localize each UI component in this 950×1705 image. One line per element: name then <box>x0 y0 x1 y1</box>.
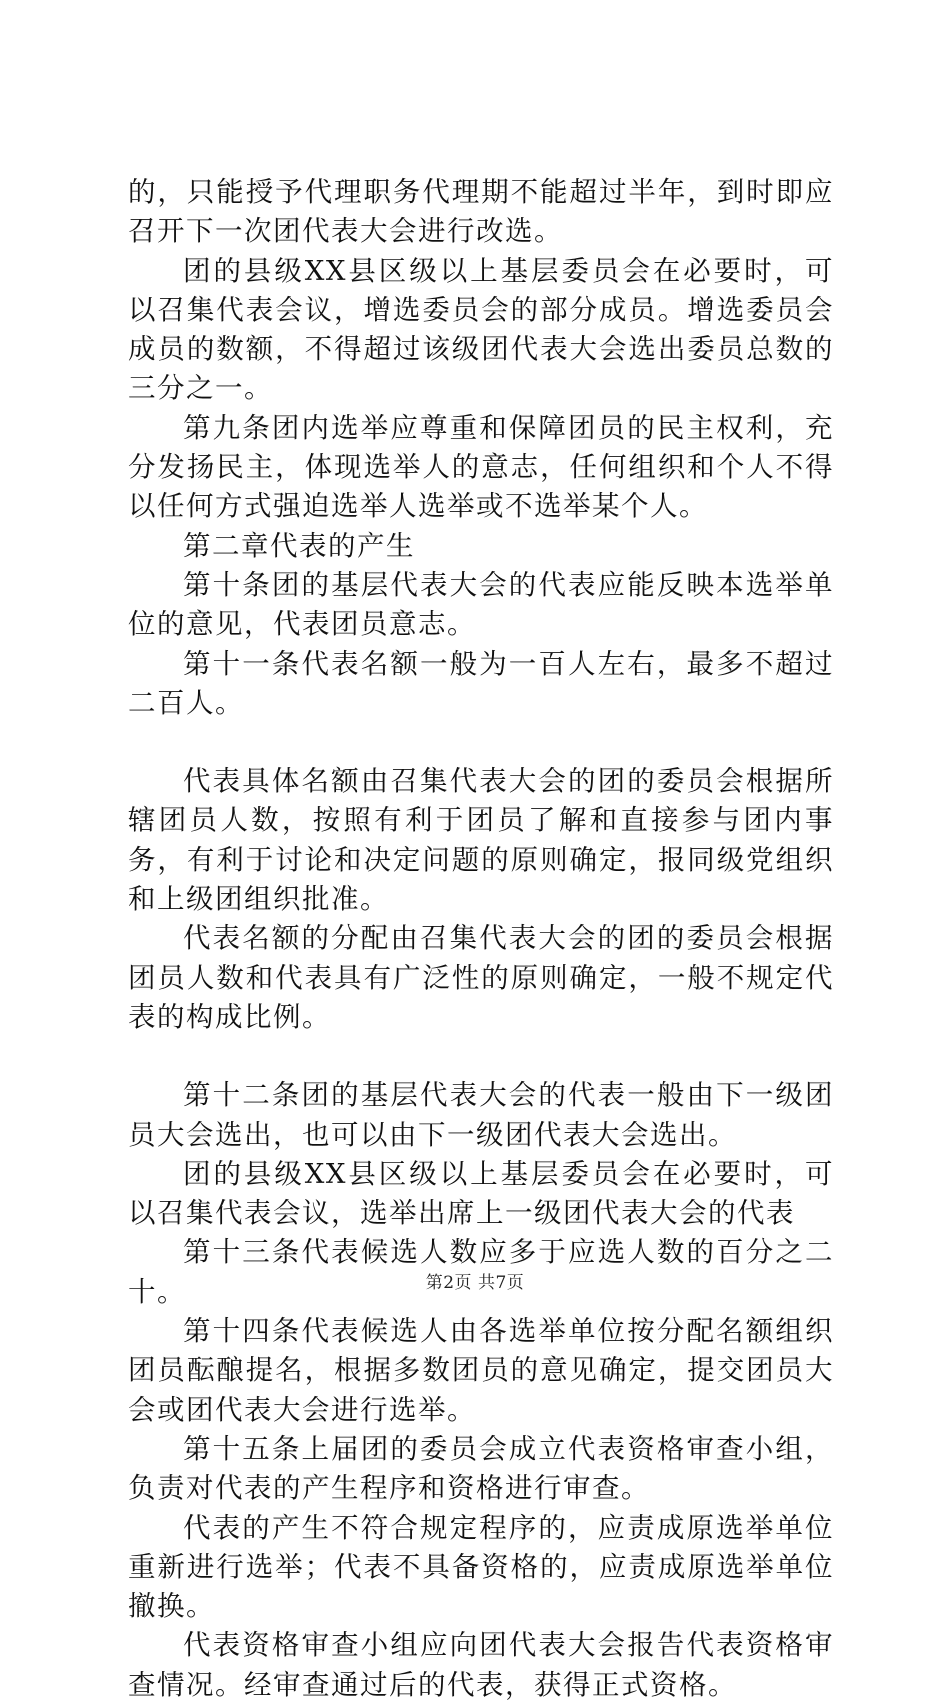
paragraph: 代表具体名额由召集代表大会的团的委员会根据所辖团员人数，按照有利于团员了解和直接参与团内事务，有利于讨论和决定问题的原则确定，报同级党组织和上级团组织批准。 <box>128 765 834 916</box>
document-body <box>128 173 834 1705</box>
paragraph: 第十三条代表候选人数应多于应选人数的百分之二十。 <box>128 1236 834 1308</box>
paragraph: 代表名额的分配由召集代表大会的团的委员会根据团员人数和代表具有广泛性的原则确定，一般不规定代表的构成比例。 <box>128 922 834 1033</box>
paragraph: 代表资格审查小组应向团代表大会报告代表资格审查情况。经审查通过后的代表，获得正式资格。 <box>128 1629 834 1701</box>
paragraph: 团的县级XX县区级以上基层委员会在必要时，可以召集代表会议，选举出席上一级团代表大会的代表 <box>128 1157 834 1230</box>
paragraph: 第十条团的基层代表大会的代表应能反映本选举单位的意见，代表团员意志。 <box>128 568 834 641</box>
paragraph: 第十二条团的基层代表大会的代表一般由下一级团员大会选出，也可以由下一级团代表大会选出。 <box>128 1079 834 1151</box>
page-footer <box>0 1268 950 1293</box>
paragraph: 第十四条代表候选人由各选举单位按分配名额组织团员酝酿提名，根据多数团员的意见确定，提交团员大会或团代表大会进行选举。 <box>128 1315 834 1426</box>
paragraph: 的，只能授予代理职务代理期不能超过半年，到时即应召开下一次团代表大会进行改选。 <box>128 176 834 248</box>
paragraph: 代表的产生不符合规定程序的，应责成原选举单位重新进行选举；代表不具备资格的，应责成原选举单位撤换。 <box>128 1511 834 1623</box>
paragraph: 第十一条代表名额一般为一百人左右，最多不超过二百人。 <box>128 647 834 719</box>
page-number: 第2页 共7页 <box>425 1273 525 1293</box>
chapter-heading: 第二章代表的产生 <box>183 529 415 562</box>
paragraph: 团的县级XX县区级以上基层委员会在必要时，可以召集代表会议，增选委员会的部分成员。增选委员会成员的数额，不得超过该级团代表大会选出委员总数的三分之一。 <box>128 254 834 405</box>
paragraph: 第十五条上届团的委员会成立代表资格审查小组，负责对代表的产生程序和资格进行审查。 <box>128 1432 834 1505</box>
paragraph: 第九条团内选举应尊重和保障团员的民主权利，充分发扬民主，体现选举人的意志，任何组织和个人不得以任何方式强迫选举人选举或不选举某个人。 <box>128 411 834 523</box>
